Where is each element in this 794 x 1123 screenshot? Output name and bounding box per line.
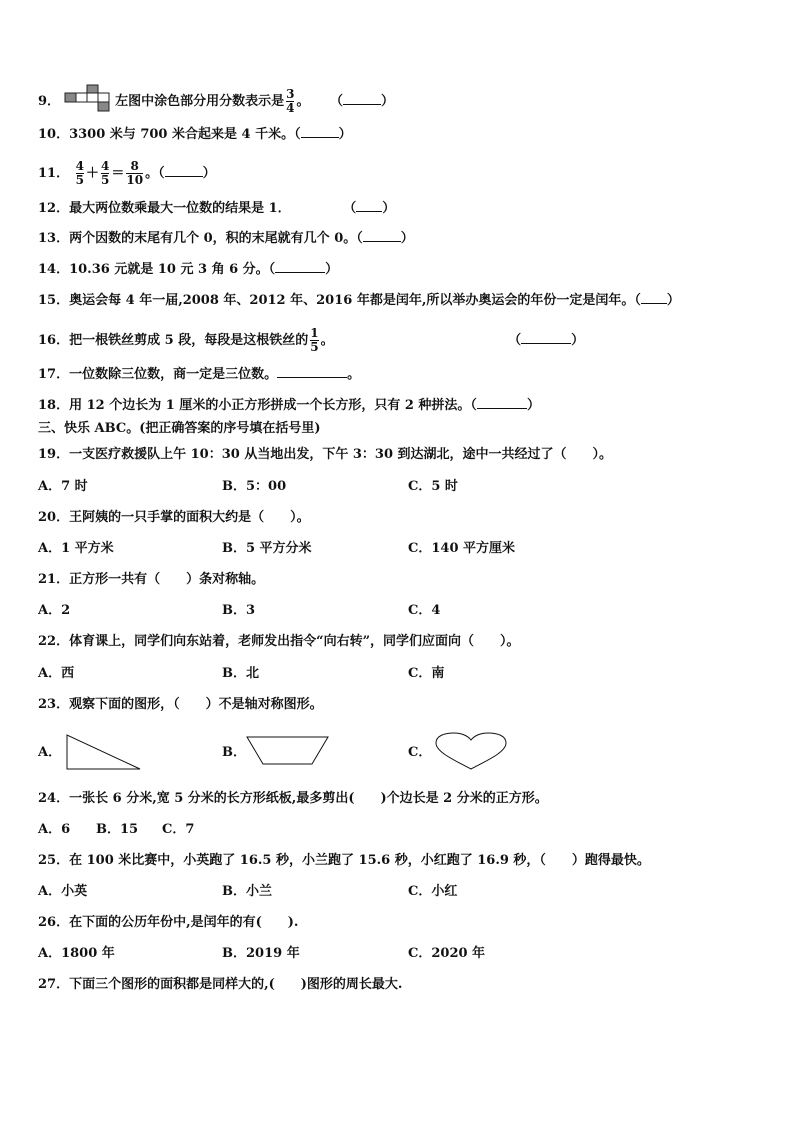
q22-option-a[interactable]: A．西: [38, 666, 75, 681]
question-20: 20．王阿姨的一只手掌的面积大约是（ ）。: [38, 510, 310, 525]
question-27: 27．下面三个图形的面积都是同样大的,( )图形的周长最大.: [38, 977, 403, 992]
q25-option-b[interactable]: B．小兰: [222, 884, 272, 899]
q9-grid-figure: [65, 93, 111, 111]
q21-option-c[interactable]: C．4: [408, 603, 441, 618]
q26-option-c[interactable]: C．2020 年: [408, 946, 486, 961]
q22-option-b[interactable]: B．北: [222, 666, 259, 681]
q22-option-c[interactable]: C．南: [408, 666, 445, 681]
q25-option-a[interactable]: A．小英: [38, 884, 88, 899]
q14-answer-blank[interactable]: [275, 259, 325, 273]
question-17: 17．一位数除三位数，商一定是三位数。 。: [38, 364, 360, 384]
q18-answer-blank[interactable]: [477, 395, 527, 409]
q9-number: 9．: [38, 94, 61, 109]
q20-option-b[interactable]: B．5 平方分米: [222, 541, 312, 556]
q16-fraction: $\frac{1}{5}$: [310, 326, 319, 354]
question-10: 10．3300 米与 700 米合起来是 4 千米。（ ）: [38, 124, 352, 144]
question-15: 15．奥运会每 4 年一届,2008 年、2012 年、2016 年都是闰年,所以举办奥运会的年份一定是闰年。（ ）: [38, 290, 680, 310]
question-9: 9． 左图中涂色部分用分数表示是 $\frac{3}{4}$ 。 （ ）: [38, 88, 394, 115]
shaded-grid-icon: [65, 85, 111, 111]
q19-option-a[interactable]: A．7 时: [38, 479, 88, 494]
q13-answer-blank[interactable]: [363, 228, 401, 242]
q20-option-c[interactable]: C．140 平方厘米: [408, 541, 516, 556]
question-19: 19．一支医疗救援队上午 10：30 从当地出发，下午 3：30 到达湖北，途中一共经过了（ ）。: [38, 447, 613, 462]
question-12: 12．最大两位数乘最大一位数的结果是 1． （ ）: [38, 198, 395, 218]
question-23: 23．观察下面的图形，（ ）不是轴对称图形。: [38, 697, 323, 712]
q9-fraction: $\frac{3}{4}$: [286, 87, 295, 115]
q11-answer-blank[interactable]: [165, 163, 203, 177]
heart-icon: [434, 732, 508, 770]
question-25: 25．在 100 米比赛中，小英跑了 16.5 秒，小兰跑了 15.6 秒，小红跑了 16.9 秒，（ ）跑得最快。: [38, 853, 650, 868]
right-triangle-icon: [66, 734, 142, 770]
q17-answer-blank[interactable]: [277, 364, 347, 378]
q25-option-c[interactable]: C．小红: [408, 884, 458, 899]
q9-text: 左图中涂色部分用分数表示是: [115, 94, 285, 109]
q10-answer-blank[interactable]: [301, 124, 339, 138]
q11-fraction-2: $\frac{4}{5}$: [101, 159, 110, 187]
q19-option-b[interactable]: B．5：00: [222, 479, 287, 494]
q19-option-c[interactable]: C．5 时: [408, 479, 458, 494]
q16-answer-blank[interactable]: [521, 330, 571, 344]
q26-option-b[interactable]: B．2019 年: [222, 946, 300, 961]
q21-option-a[interactable]: A．2: [38, 603, 71, 618]
question-22: 22．体育课上，同学们向东站着，老师发出指令“向右转”，同学们应面向（ ）。: [38, 634, 520, 649]
q26-option-a[interactable]: A．1800 年: [38, 946, 115, 961]
q24-option-b[interactable]: B．15: [96, 822, 139, 837]
q21-option-b[interactable]: B．3: [222, 603, 256, 618]
question-16: 16．把一根铁丝剪成 5 段，每段是这根铁丝的 $\frac{1}{5}$ 。 （ ）: [38, 326, 585, 354]
q24-option-c[interactable]: C．7: [162, 822, 195, 837]
q9-answer-blank[interactable]: [343, 91, 381, 105]
question-18: 18．用 12 个边长为 1 厘米的小正方形拼成一个长方形，只有 2 种拼法。（ ）: [38, 395, 540, 415]
question-13: 13．两个因数的末尾有几个 0，积的末尾就有几个 0。（ ）: [38, 228, 414, 248]
q23-option-a[interactable]: A．: [38, 745, 62, 760]
question-21: 21．正方形一共有（ ）条对称轴。: [38, 572, 265, 587]
q20-option-a[interactable]: A．1 平方米: [38, 541, 114, 556]
question-24: 24．一张长 6 分米,宽 5 分米的长方形纸板,最多剪出( )个边长是 2 分米的正方形。: [38, 791, 548, 806]
q24-option-a[interactable]: A．6: [38, 822, 71, 837]
q11-fraction-1: $\frac{4}{5}$: [75, 159, 84, 187]
trapezoid-icon: [246, 736, 330, 766]
q23-option-c[interactable]: C．: [408, 745, 432, 760]
question-11: 11． $\frac{4}{5}$ ＋ $\frac{4}{5}$ ＝ $\frac{8}{10}$ 。（ ）: [38, 159, 216, 187]
section-3-heading: 三、快乐 ABC。(把正确答案的序号填在括号里): [38, 421, 321, 436]
question-14: 14．10.36 元就是 10 元 3 角 6 分。（ ）: [38, 259, 338, 279]
q11-fraction-3: $\frac{8}{10}$: [126, 159, 144, 187]
q15-answer-blank[interactable]: [641, 290, 667, 304]
q12-answer-blank[interactable]: [356, 198, 382, 212]
question-26: 26．在下面的公历年份中,是闰年的有( ).: [38, 915, 299, 930]
q23-option-b[interactable]: B．: [222, 745, 246, 760]
